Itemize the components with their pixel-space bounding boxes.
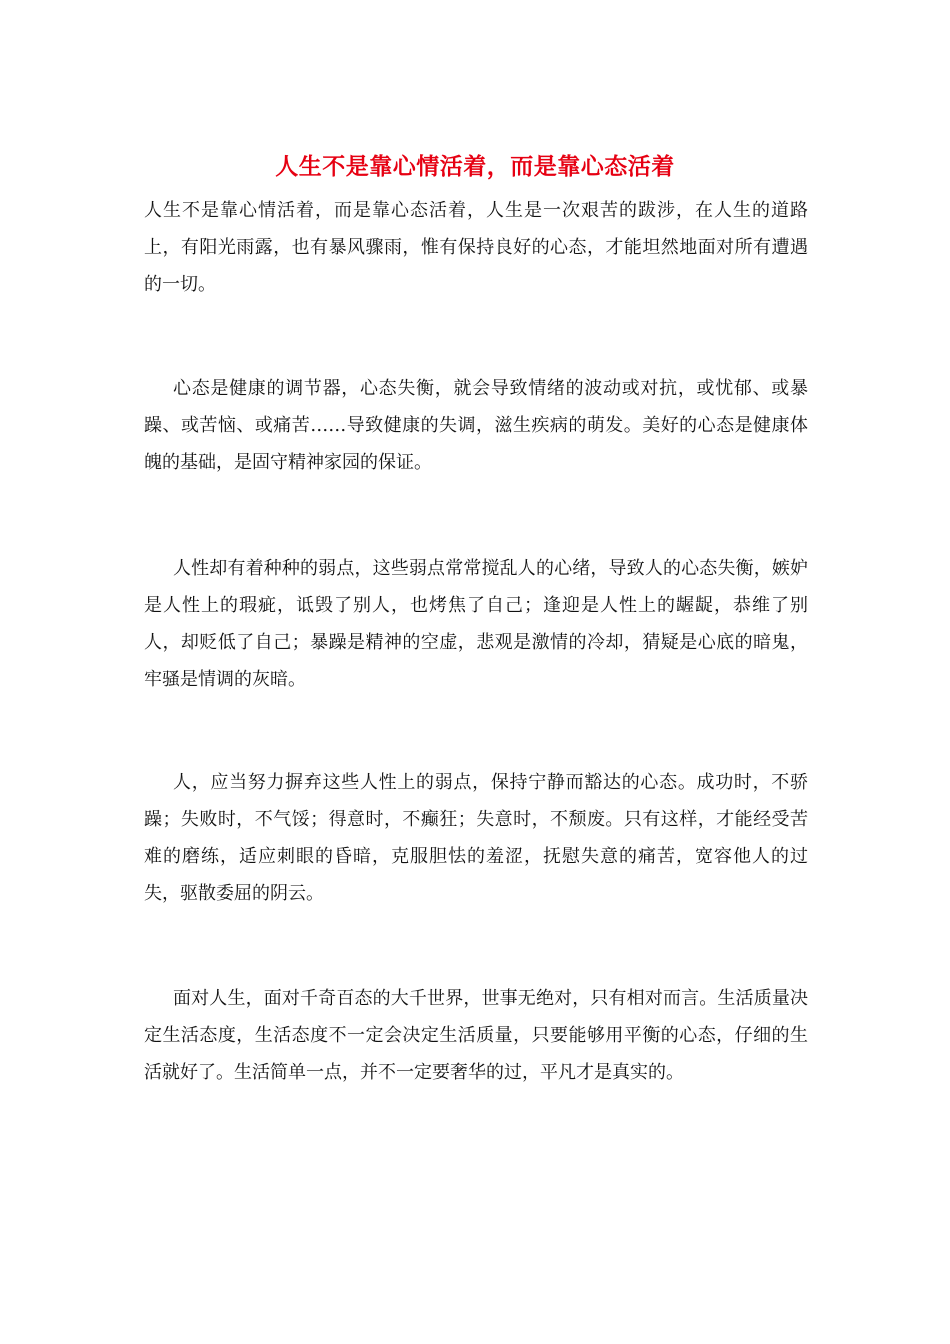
paragraph-attitude: 人，应当努力摒弃这些人性上的弱点，保持宁静而豁达的心态。成功时，不骄躁；失败时，不气馁；得意时，不癫狂；失意时，不颓废。只有这样，才能经受苦难的磨练，适应刺眼的昏暗，克服胆怯的羞涩，抚慰失意的痛苦，宽容他人的过失，驱散委屈的阴云。: [144, 772, 808, 904]
document-title: 人生不是靠心情活着，而是靠心态活着: [275, 153, 675, 180]
paragraph-health: 心态是健康的调节器，心态失衡，就会导致情绪的波动或对抗，或忧郁、或暴躁、或苦恼、或痛苦……导致健康的失调，滋生疾病的萌发。美好的心态是健康体魄的基础，是固守精神家园的保证。: [144, 378, 808, 473]
paragraph-intro: 人生不是靠心情活着，而是靠心态活着，人生是一次艰苦的跋涉，在人生的道路上，有阳光雨露，也有暴风骤雨，惟有保持良好的心态，才能坦然地面对所有遭遇的一切。: [144, 200, 808, 295]
paragraph-life: 面对人生，面对千奇百态的大千世界，世事无绝对，只有相对而言。生活质量决定生活态度，生活态度不一定会决定生活质量，只要能够用平衡的心态，仔细的生活就好了。生活简单一点，并不一定要奢华的过，平凡才是真实的。: [144, 988, 808, 1083]
paragraph-weakness: 人性却有着种种的弱点，这些弱点常常搅乱人的心绪，导致人的心态失衡，嫉妒是人性上的瑕疵，诋毁了别人，也烤焦了自己；逢迎是人性上的龌龊，恭维了别人，却贬低了自己；暴躁是精神的空虚，悲观是激情的冷却，猜疑是心底的暗鬼，牢骚是情调的灰暗。: [144, 558, 808, 690]
